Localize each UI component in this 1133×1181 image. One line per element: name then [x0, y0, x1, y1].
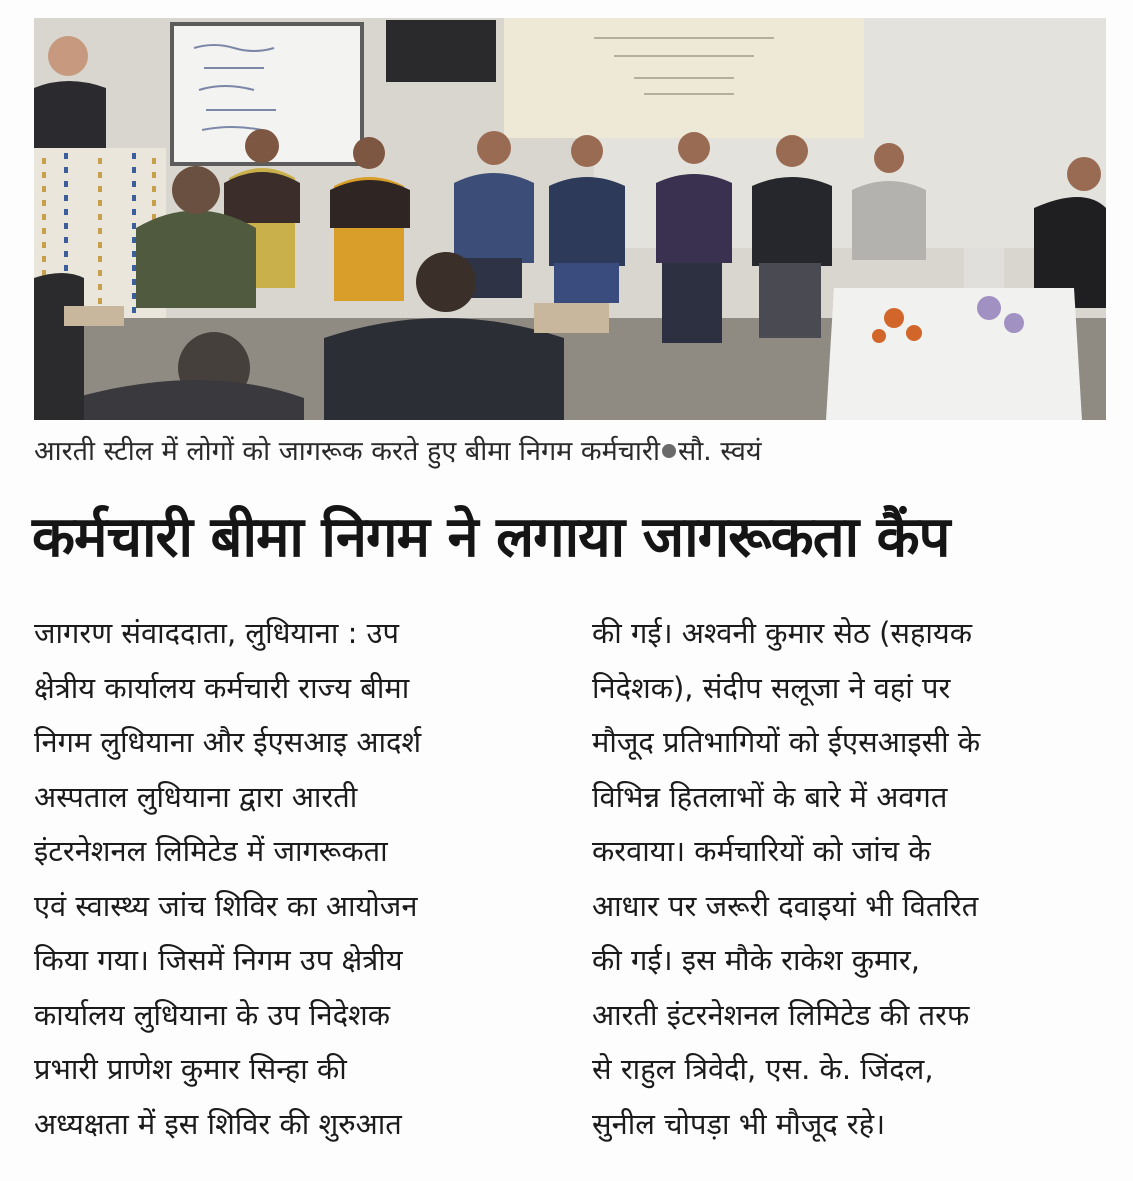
article-line: आरती इंटरनेशनल लिमिटेड की तरफ [592, 997, 970, 1032]
article-line: से राहुल त्रिवेदी, एस. के. जिंदल, [592, 1052, 934, 1086]
article-line: की गई। इस मौके राकेश कुमार, [592, 943, 920, 977]
article-line: प्रभारी प्राणेश कुमार सिन्हा की [34, 1052, 347, 1086]
article-line: आधार पर जरूरी दवाइयां भी वितरित [592, 888, 979, 923]
headline: कर्मचारी बीमा निगम ने लगाया जागरूकता कैंप [32, 505, 950, 570]
article-line: निदेशक), संदीप सलूजा ने वहां पर [592, 670, 951, 705]
article-line: किया गया। जिसमें निगम उप क्षेत्रीय [34, 943, 403, 977]
news-photo [34, 18, 1106, 420]
article-line: करवाया। कर्मचारियों को जांच के [592, 834, 931, 868]
article-line: निगम लुधियाना और ईएसआइ आदर्श [34, 725, 422, 759]
article-column-left [34, 606, 554, 1151]
caption-text: आरती स्टील में लोगों को जागरूक करते हुए बीमा निगम कर्मचारी [34, 436, 660, 467]
article-line: क्षेत्रीय कार्यालय कर्मचारी राज्य बीमा [34, 670, 410, 705]
article-line: अध्यक्षता में इस शिविर की शुरुआत [34, 1106, 402, 1141]
article-line: जागरण संवाददाता, लुधियाना : उप [34, 616, 399, 650]
article-column-right [592, 606, 1107, 1151]
caption-credit: सौ. स्वयं [677, 436, 762, 467]
article-line: एवं स्वास्थ्य जांच शिविर का आयोजन [34, 888, 418, 923]
photo-caption [34, 434, 1106, 470]
article-line: इंटरनेशनल लिमिटेड में जागरूकता [34, 834, 388, 868]
article-line: मौजूद प्रतिभागियों को ईएसआइसी के [592, 725, 981, 759]
article-line: सुनील चोपड़ा भी मौजूद रहे। [592, 1106, 886, 1141]
article-line: की गई। अश्वनी कुमार सेठ (सहायक [592, 616, 973, 650]
article-line: अस्पताल लुधियाना द्वारा आरती [34, 779, 358, 814]
article-line: विभिन्न हितलाभों के बारे में अवगत [592, 779, 948, 814]
bullet-dot-icon [662, 444, 676, 458]
article-line: कार्यालय लुधियाना के उप निदेशक [34, 997, 391, 1032]
